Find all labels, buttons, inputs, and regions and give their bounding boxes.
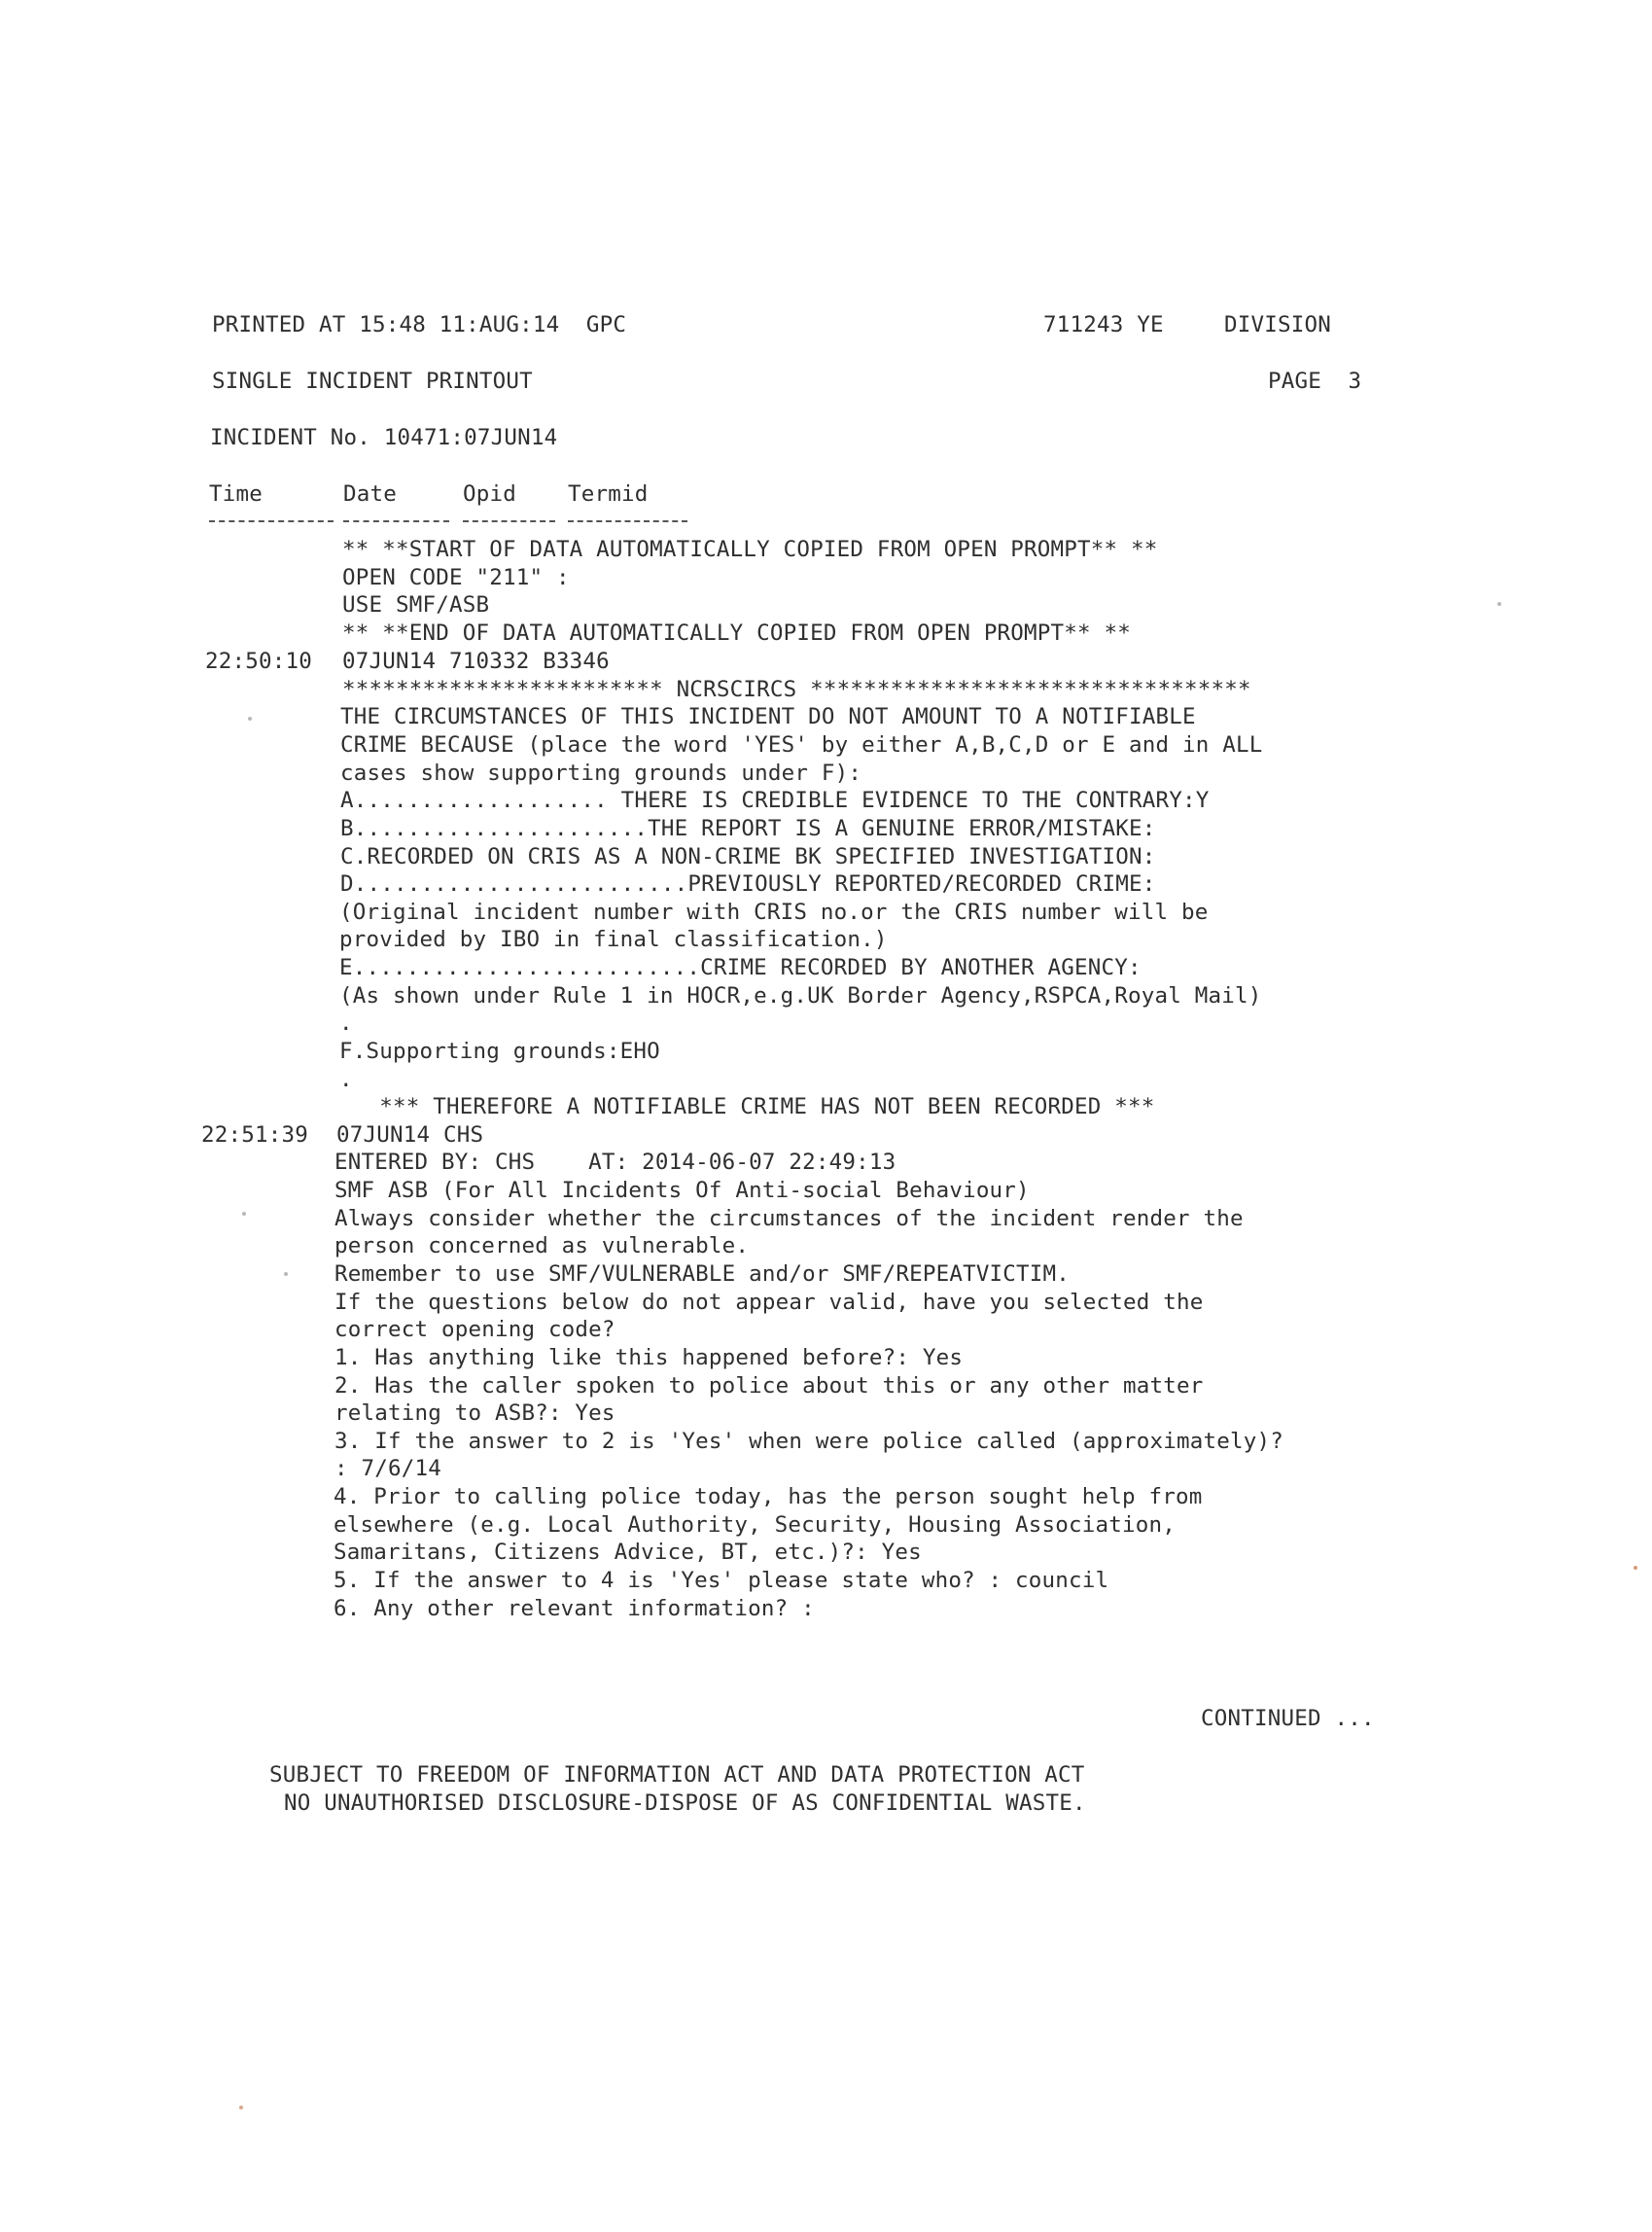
text-line: A................... THERE IS CREDIBLE EVIDENCE TO THE CONTRARY:Y xyxy=(340,788,1210,813)
text-line: *** THEREFORE A NOTIFIABLE CRIME HAS NOT BEEN RECORDED *** xyxy=(339,1094,1155,1119)
scan-speck xyxy=(239,2106,243,2109)
foi-notice: SUBJECT TO FREEDOM OF INFORMATION ACT AND DATA PROTECTION ACT xyxy=(269,1762,1085,1788)
text-line: cases show supporting grounds under F): xyxy=(340,761,862,786)
continued-label: CONTINUED ... xyxy=(1201,1706,1375,1731)
text-line: person concerned as vulnerable. xyxy=(334,1233,750,1258)
text-line: Always consider whether the circumstances of the incident render the xyxy=(334,1206,1244,1231)
text-line: Remember to use SMF/VULNERABLE and/or SMF/REPEATVICTIM. xyxy=(334,1261,1071,1287)
entry-header: 07JUN14 710332 B3346 xyxy=(342,649,610,674)
text-line: 2. Has the caller spoken to police about this or any other matter xyxy=(334,1373,1204,1399)
entry-time: 22:50:10 xyxy=(205,649,312,674)
column-header-opid: Opid xyxy=(463,481,516,507)
column-header-time: Time xyxy=(209,481,263,507)
text-line: CRIME BECAUSE (place the word 'YES' by either A,B,C,D or E and in ALL xyxy=(340,732,1263,758)
scan-speck xyxy=(242,1212,246,1216)
text-line: THE CIRCUMSTANCES OF THIS INCIDENT DO NOT AMOUNT TO A NOTIFIABLE xyxy=(340,704,1196,729)
disposal-notice: NO UNAUTHORISED DISCLOSURE-DISPOSE OF AS CONFIDENTIAL WASTE. xyxy=(284,1790,1086,1816)
text-line: USE SMF/ASB xyxy=(342,592,490,618)
division-label: DIVISION xyxy=(1224,312,1331,337)
scan-speck xyxy=(248,717,252,721)
text-line: . xyxy=(339,1010,353,1036)
text-line: C.RECORDED ON CRIS AS A NON-CRIME BK SPECIFIED INVESTIGATION: xyxy=(340,844,1156,869)
text-line: . xyxy=(339,1067,353,1092)
text-line: E..........................CRIME RECORDED BY ANOTHER AGENCY: xyxy=(339,955,1142,980)
column-header-termid: Termid xyxy=(568,481,649,507)
text-line: If the questions below do not appear valid, have you selected the xyxy=(334,1290,1204,1315)
text-line: correct opening code? xyxy=(334,1317,615,1342)
column-underline-time xyxy=(209,520,334,522)
incident-number: INCIDENT No. 10471:07JUN14 xyxy=(210,425,558,450)
text-line: 4. Prior to calling police today, has the person sought help from xyxy=(334,1484,1203,1509)
column-underline-termid xyxy=(568,520,687,522)
entry-header: 07JUN14 CHS xyxy=(336,1122,484,1148)
text-line: ENTERED BY: CHS AT: 2014-06-07 22:49:13 xyxy=(334,1150,896,1175)
text-line: ** **END OF DATA AUTOMATICALLY COPIED FROM OPEN PROMPT** ** xyxy=(342,620,1132,646)
text-line: F.Supporting grounds:EHO xyxy=(339,1039,660,1064)
scan-speck xyxy=(284,1272,288,1276)
text-line: OPEN CODE "211" : xyxy=(342,565,570,590)
document-title: SINGLE INCIDENT PRINTOUT xyxy=(212,369,533,394)
text-line: 5. If the answer to 4 is 'Yes' please state who? : council xyxy=(334,1568,1109,1593)
column-header-date: Date xyxy=(343,481,397,507)
text-line: B......................THE REPORT IS A GENUINE ERROR/MISTAKE: xyxy=(340,816,1156,841)
text-line: SMF ASB (For All Incidents Of Anti-social Behaviour) xyxy=(334,1178,1030,1203)
text-line: : 7/6/14 xyxy=(334,1456,441,1481)
text-line: provided by IBO in final classification.) xyxy=(339,927,888,952)
column-underline-opid xyxy=(463,520,555,522)
text-line: D.........................PREVIOUSLY REPORTED/RECORDED CRIME: xyxy=(340,871,1156,897)
text-line: (Original incident number with CRIS no.or the CRIS number will be xyxy=(339,900,1209,925)
text-line: (As shown under Rule 1 in HOCR,e.g.UK Border Agency,RSPCA,Royal Mail) xyxy=(339,983,1262,1009)
division-code: 711243 YE xyxy=(1043,312,1164,337)
text-line: relating to ASB?: Yes xyxy=(334,1400,615,1426)
text-line: 1. Has anything like this happened before?: Yes xyxy=(334,1345,964,1370)
entry-time: 22:51:39 xyxy=(201,1122,308,1148)
text-line: ** **START OF DATA AUTOMATICALLY COPIED FROM OPEN PROMPT** ** xyxy=(342,537,1158,562)
column-underline-date xyxy=(343,520,449,522)
text-line: 3. If the answer to 2 is 'Yes' when were police called (approximately)? xyxy=(334,1429,1283,1454)
scan-speck xyxy=(1634,1566,1637,1570)
ncrs-banner: ************************ NCRSCIRCS ********************************* xyxy=(342,677,1251,702)
text-line: Samaritans, Citizens Advice, BT, etc.)?: Yes xyxy=(334,1540,922,1565)
page-number: PAGE 3 xyxy=(1268,369,1362,394)
text-line: 6. Any other relevant information? : xyxy=(334,1596,815,1621)
scan-speck xyxy=(1497,602,1501,606)
printed-at: PRINTED AT 15:48 11:AUG:14 GPC xyxy=(212,312,627,337)
text-line: elsewhere (e.g. Local Authority, Security, Housing Association, xyxy=(334,1512,1177,1538)
